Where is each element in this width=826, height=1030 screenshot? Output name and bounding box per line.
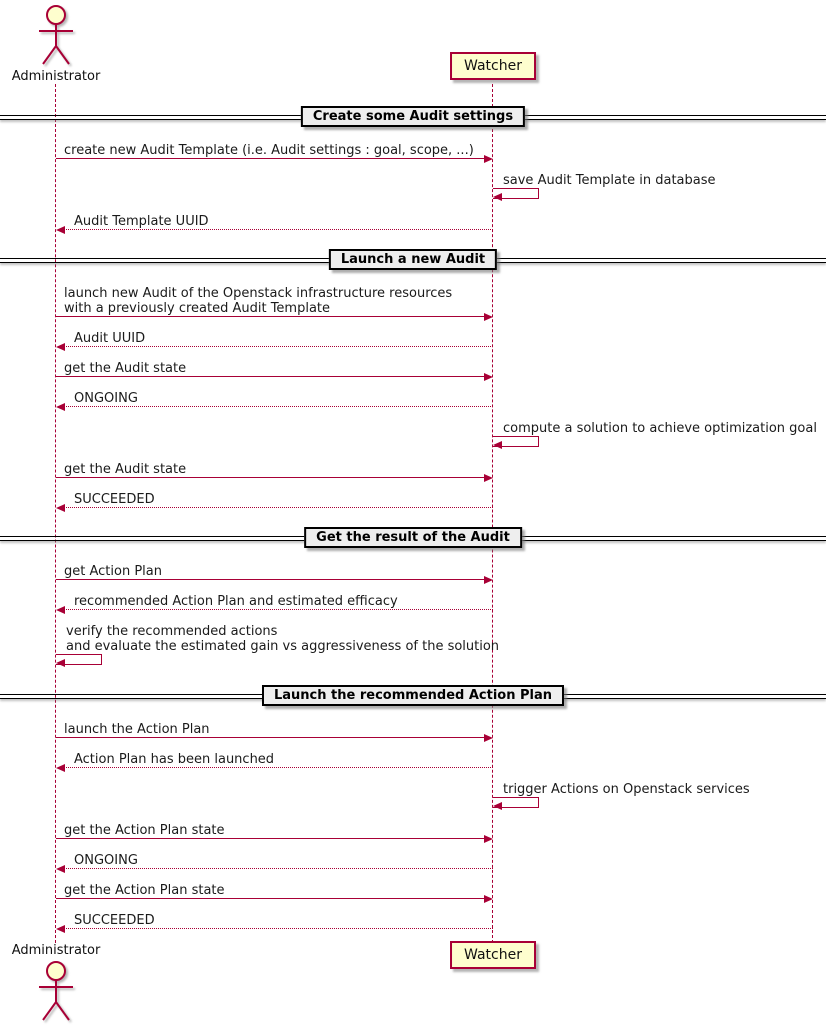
message-line (56, 158, 485, 159)
arrowhead-icon (484, 155, 493, 163)
return-message-line (64, 767, 493, 768)
arrowhead-icon (493, 802, 502, 810)
return-message-label: Action Plan has been launched (74, 752, 275, 767)
return-message-label: recommended Action Plan and estimated efficacy (74, 594, 398, 609)
return-message-line (64, 229, 493, 230)
message-label: launch new Audit of the Openstack infrastructure resources with a previously created Audit Template (64, 286, 453, 316)
arrowhead-icon (56, 403, 65, 411)
return-message-line (64, 346, 493, 347)
section-divider-label: Get the result of the Audit (304, 527, 522, 548)
actor-administrator-bottom (33, 960, 79, 1028)
message-label: launch the Action Plan (64, 722, 210, 737)
arrowhead-icon (56, 343, 65, 351)
return-message-line (64, 868, 493, 869)
message-line (56, 376, 485, 377)
arrowhead-icon (484, 734, 493, 742)
message-label: get the Audit state (64, 361, 187, 376)
arrowhead-icon (493, 441, 502, 449)
return-message-line (64, 406, 493, 407)
lifeline-watcher (492, 84, 493, 943)
participant-watcher-top: Watcher (450, 52, 536, 80)
arrowhead-icon (484, 835, 493, 843)
section-divider-label: Launch the recommended Action Plan (262, 685, 564, 706)
arrowhead-icon (484, 474, 493, 482)
actor-label-administrator-bottom: Administrator (11, 943, 101, 958)
message-line (56, 316, 485, 317)
self-message-label: save Audit Template in database (503, 173, 716, 188)
self-message-label: trigger Actions on Openstack services (503, 782, 750, 797)
arrowhead-icon (56, 226, 65, 234)
arrowhead-icon (56, 865, 65, 873)
message-line (56, 579, 485, 580)
return-message-line (64, 609, 493, 610)
return-message-line (64, 507, 493, 508)
return-message-label: ONGOING (74, 391, 138, 406)
arrowhead-icon (493, 193, 502, 201)
message-line (56, 898, 485, 899)
lifeline-administrator (55, 84, 56, 943)
message-label: get the Action Plan state (64, 823, 225, 838)
return-message-label: SUCCEEDED (74, 492, 155, 507)
self-message-label: compute a solution to achieve optimization goal (503, 421, 817, 436)
message-line (56, 477, 485, 478)
message-line (56, 737, 485, 738)
return-message-label: ONGOING (74, 853, 138, 868)
message-line (56, 838, 485, 839)
return-message-line (64, 928, 493, 929)
section-divider-label: Create some Audit settings (301, 106, 525, 127)
return-message-label: Audit UUID (74, 331, 146, 346)
actor-administrator-top (33, 4, 79, 72)
actor-label-administrator-top: Administrator (11, 69, 101, 84)
actor-icon (33, 4, 79, 68)
arrowhead-icon (484, 576, 493, 584)
message-label: get Action Plan (64, 564, 162, 579)
arrowhead-icon (56, 925, 65, 933)
section-divider-label: Launch a new Audit (329, 249, 497, 270)
arrowhead-icon (56, 504, 65, 512)
arrowhead-icon (484, 313, 493, 321)
arrowhead-icon (56, 606, 65, 614)
message-label: get the Action Plan state (64, 883, 225, 898)
message-label: create new Audit Template (i.e. Audit settings : goal, scope, ...) (64, 143, 474, 158)
return-message-label: Audit Template UUID (74, 214, 209, 229)
arrowhead-icon (56, 659, 65, 667)
actor-icon (33, 960, 79, 1024)
return-message-label: SUCCEEDED (74, 913, 155, 928)
arrowhead-icon (56, 764, 65, 772)
message-label: get the Audit state (64, 462, 187, 477)
participant-watcher-bottom: Watcher (450, 941, 536, 969)
arrowhead-icon (484, 895, 493, 903)
self-message-label: verify the recommended actions and evaluate the estimated gain vs aggressiveness of the solution (66, 624, 500, 654)
arrowhead-icon (484, 373, 493, 381)
